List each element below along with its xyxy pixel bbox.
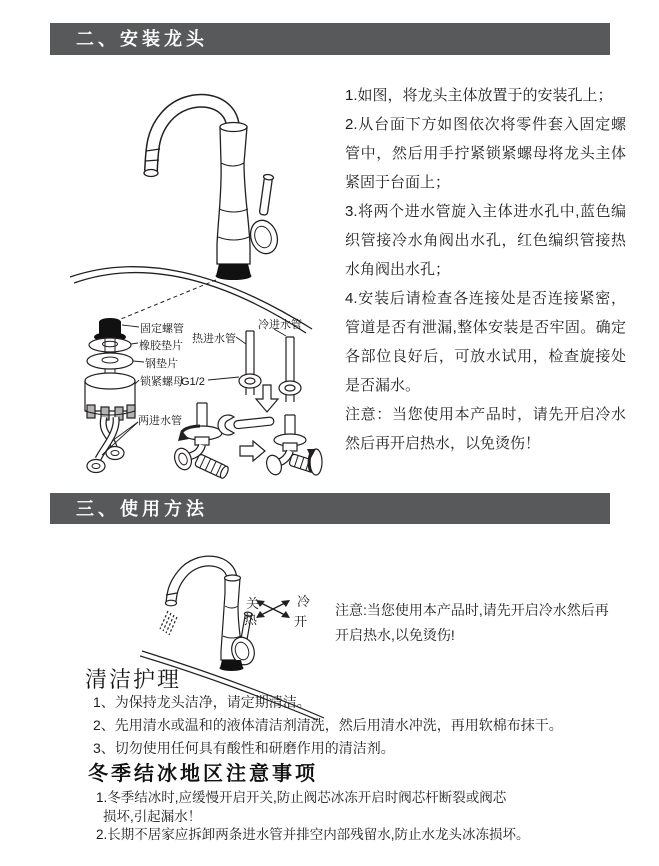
handle-direction-arrows [256,600,290,618]
install-step-3: 3.将两个进水管旋入主体进水孔中,蓝色编织管接冷水角阀出水孔，红色编织管接热水角阀出水孔； [345,203,626,278]
label-hot: 热 [244,612,258,627]
cleaning-item-3: 3、切勿使用任何具有酸性和研磨作用的清洁剂。 [93,740,395,756]
hot-inlet-pipe [239,331,261,395]
winter-list [96,789,530,845]
faucet-body [217,127,250,264]
install-steps [345,81,626,458]
usage-note-line-2: 开启热水,以免烫伤! [335,627,455,643]
install-step-4: 4.安装后请检查各连接处是否连接紧密，管道是否有泄漏,整体安装是否牢固。确定各部位良好后，可放水试用，检查旋接处是否漏水。 [345,290,626,394]
label-close: 关 [246,596,260,611]
label-inlet-hoses: 两进水管 [138,415,182,427]
label-cold: 冷 [297,594,311,609]
install-caution: 注意：当您使用本产品时，请先开启冷水然后再开启热水，以免烫伤！ [345,406,626,452]
lock-nut-part [85,373,135,420]
winter-heading: 冬季结冰地区注意事项 [88,763,318,785]
winter-item-2: 2.长期不居家应拆卸两条进水管并排空内部残留水,防止水龙头冰冻损坏。 [96,827,530,842]
dashed-leader-line [116,280,216,321]
label-open: 开 [294,614,308,629]
water-spray-icon [160,611,177,635]
install-step-2: 2.从台面下方如图依次将零件套入固定螺管中，然后用手拧紧锁紧螺母将龙头主体紧固于台面上； [345,116,626,191]
cleaning-item-1: 1、为保持龙头洁净，请定期清洁。 [93,694,311,710]
label-fixing-tube: 固定螺管 [140,323,184,335]
winter-item-1-line-2: 损坏,引起漏水！ [103,808,202,824]
rubber-gasket-part [89,338,131,352]
label-lock-nut: 锁紧螺母 [140,376,184,388]
cleaning-item-2: 2、先用清水或温和的液体清洁剂清洗，然后用清水冲洗，再用软棉布抹干。 [93,717,563,733]
label-thread-size: G1/2 [181,376,205,388]
label-steel-gasket: 钢垫片 [145,358,178,370]
label-cold-inlet: 冷进水管 [258,319,302,331]
cleaning-list [93,691,563,760]
install-step-1: 1.如图，将龙头主体放置于的安装孔上； [345,87,613,104]
label-rubber-gasket: 橡胶垫片 [139,340,183,352]
inlet-hoses-part [87,417,124,473]
faucet-lever [258,174,274,216]
faucet-handle [246,217,281,257]
down-arrow-icon [256,385,278,412]
wrench-icon [218,415,274,435]
label-hot-inlet: 热进水管 [192,333,236,345]
section-header-usage-title: 三、使用方法 [76,499,208,519]
winter-item-1-line-1: 1.冬季结冰时,应缓慢开启开关,防止阀芯冰冻开启时阀芯杆断裂或阀芯 [96,790,507,805]
right-arrow-icon [240,441,265,461]
usage-note [335,598,657,648]
cold-inlet-pipe [279,337,301,402]
cleaning-heading: 清洁护理 [85,667,182,692]
usage-note-line-1: 注意:当您使用本产品时,请先开启冷水然后再 [335,602,609,618]
section-header-usage [50,493,610,524]
section-header-install-title: 二、安装龙头 [76,29,208,49]
install-faucet-illustration [50,85,350,497]
section-header-install [50,23,610,55]
